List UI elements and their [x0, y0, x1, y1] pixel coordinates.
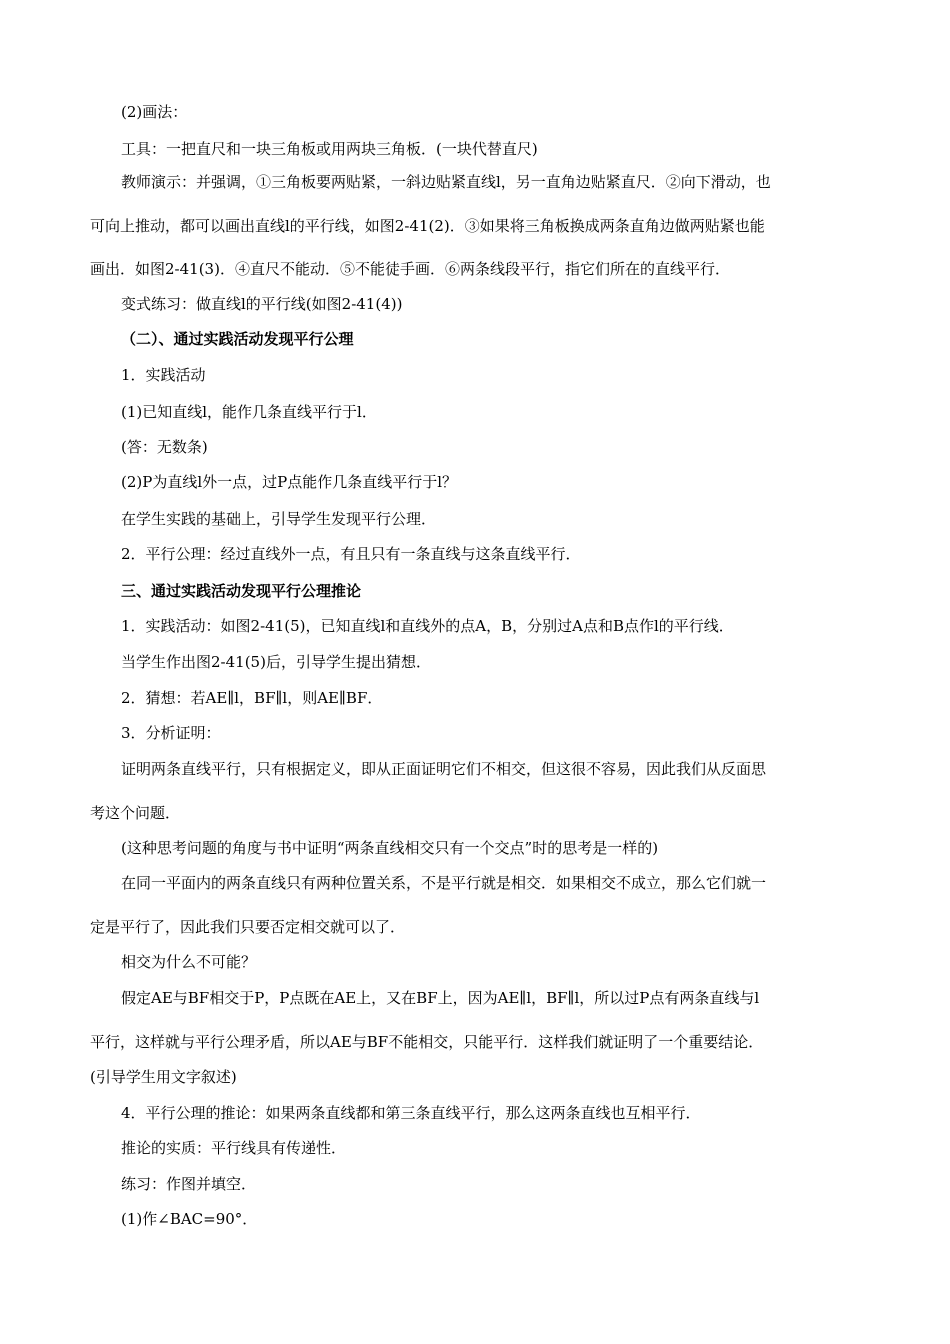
text-line: 1．实践活动：如图2-41(5)，已知直线l和直线外的点A，B，分别过A点和B点作l的平行线．	[121, 617, 734, 635]
section-heading: （二）、通过实践活动发现平行公理	[121, 330, 354, 348]
text-line: (1)作∠BAC=90°．	[121, 1210, 258, 1228]
text-line: 教师演示：并强调，①三角板要两贴紧，一斜边贴紧直线l，另一直角边贴紧直尺．②向下滑动，也	[121, 173, 771, 191]
text-line: 可向上推动，都可以画出直线l的平行线，如图2-41(2)．③如果将三角板换成两条直角边做两贴紧也能	[90, 217, 765, 235]
text-line: 在同一平面内的两条直线只有两种位置关系，不是平行就是相交．如果相交不成立，那么它们就一	[121, 874, 767, 892]
text-line: 定是平行了，因此我们只要否定相交就可以了．	[90, 918, 406, 936]
section-heading: 三、通过实践活动发现平行公理推论	[121, 582, 362, 600]
text-line: (2)P为直线l外一点，过P点能作几条直线平行于l？	[121, 473, 458, 491]
text-line: 工具：一把直尺和一块三角板或用两块三角板．(一块代替直尺)	[121, 140, 538, 158]
text-line: 2．猜想：若AE∥l，BF∥l，则AE∥BF．	[121, 689, 383, 707]
text-line: (1)已知直线l，能作几条直线平行于l．	[121, 403, 377, 421]
text-line: 3．分析证明：	[121, 724, 221, 742]
text-line: 2．平行公理：经过直线外一点，有且只有一条直线与这条直线平行．	[121, 545, 581, 563]
text-line: 考这个问题．	[90, 804, 181, 822]
text-line: 画出．如图2-41(3)．④直尺不能动．⑤不能徒手画．⑥两条线段平行，指它们所在的直线平行．	[90, 260, 730, 278]
text-line: 相交为什么不可能？	[121, 953, 257, 971]
text-line: 变式练习：做直线l的平行线(如图2-41(4))	[121, 295, 403, 313]
text-line: 1．实践活动	[121, 366, 206, 384]
text-line: (答：无数条)	[121, 438, 208, 456]
text-line: 在学生实践的基础上，引导学生发现平行公理．	[121, 510, 437, 528]
text-line: 推论的实质：平行线具有传递性．	[121, 1139, 347, 1157]
text-line: 练习：作图并填空．	[121, 1175, 257, 1193]
text-line: 4．平行公理的推论：如果两条直线都和第三条直线平行，那么这两条直线也互相平行．	[121, 1104, 701, 1122]
text-line: (这种思考问题的角度与书中证明“两条直线相交只有一个交点”时的思考是一样的)	[121, 839, 659, 857]
text-line: 证明两条直线平行，只有根据定义，即从正面证明它们不相交，但这很不容易，因此我们从反面思	[121, 760, 767, 778]
text-line: 平行，这样就与平行公理矛盾，所以AE与BF不能相交，只能平行．这样我们就证明了一个重要结论．	[90, 1033, 764, 1051]
text-line: (引导学生用文字叙述)	[90, 1068, 237, 1086]
text-line: 当学生作出图2-41(5)后，引导学生提出猜想．	[121, 653, 431, 671]
text-line: (2)画法：	[121, 103, 188, 121]
text-line: 假定AE与BF相交于P，P点既在AE上，又在BF上，因为AE∥l，BF∥l，所以过P点有两条直线与l	[121, 989, 760, 1007]
